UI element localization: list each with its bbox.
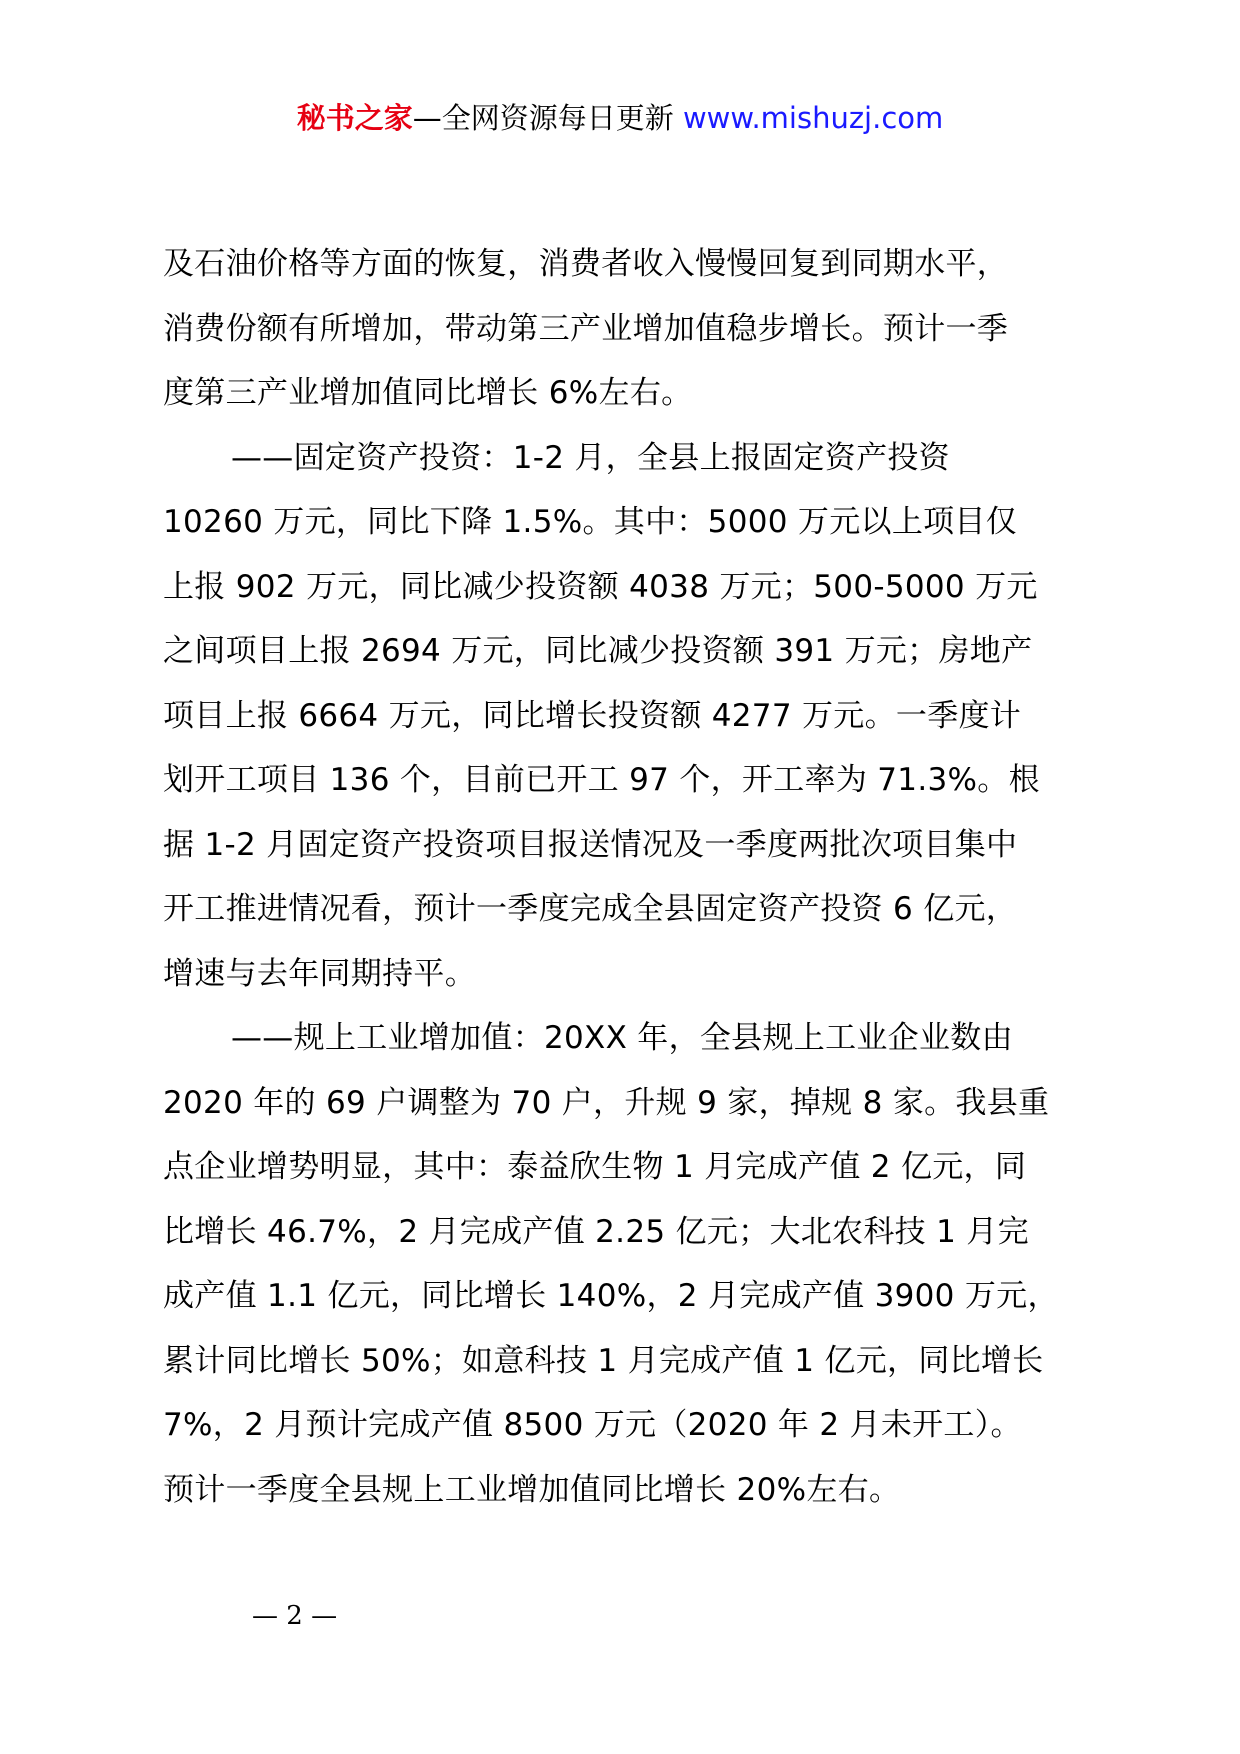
body-line: 划开工项目 136 个，目前已开工 97 个，开工率为 71.3%。根 [163, 762, 1040, 798]
body-line: 7%，2 月预计完成产值 8500 万元（2020 年 2 月未开工）。 [163, 1407, 1022, 1443]
body-line: 2020 年的 69 户调整为 70 户，升规 9 家，掉规 8 家。我县重 [163, 1084, 1050, 1121]
paragraph-heading-industrial-value-added: ——规上工业增加值：20XX 年，全县规上工业企业数由 [231, 1020, 1013, 1056]
body-line: 10260 万元，同比下降 1.5%。其中：5000 万元以上项目仅 [163, 504, 1018, 540]
body-line: 度第三产业增加值同比增长 6%左右。 [163, 375, 693, 411]
body-line: 上报 902 万元，同比减少投资额 4038 万元；500-5000 万元 [163, 568, 1038, 605]
brand-name: 秘书之家 [296, 101, 413, 135]
document-body [163, 232, 1093, 1522]
body-line: 消费份额有所增加，带动第三产业增加值稳步增长。预计一季 [163, 310, 1009, 347]
page-number: — 2 — [252, 1601, 338, 1631]
website-url[interactable]: www.mishuzj.com [682, 101, 944, 135]
paragraph-heading-fixed-asset-investment: ——固定资产投资：1-2 月，全县上报固定资产投资 [231, 439, 950, 476]
header-tagline: —全网资源每日更新 [412, 101, 683, 135]
body-line: 之间项目上报 2694 万元，同比减少投资额 391 万元；房地产 [163, 633, 1033, 669]
body-line: 点企业增势明显，其中：泰益欣生物 1 月完成产值 2 亿元，同 [163, 1149, 1027, 1185]
body-line: 据 1-2 月固定资产投资项目报送情况及一季度两批次项目集中 [163, 826, 1018, 863]
page-header [0, 98, 1240, 138]
body-line: 预计一季度全县规上工业增加值同比增长 20%左右。 [163, 1471, 901, 1508]
body-line: 开工推进情况看，预计一季度完成全县固定资产投资 6 亿元， [163, 891, 1018, 927]
body-line: 累计同比增长 50%；如意科技 1 月完成产值 1 亿元，同比增长 [163, 1342, 1044, 1379]
body-line: 成产值 1.1 亿元，同比增长 140%，2 月完成产值 3900 万元， [163, 1278, 1059, 1314]
body-line: 比增长 46.7%，2 月完成产值 2.25 亿元；大北农科技 1 月完 [163, 1213, 1029, 1250]
body-line: 及石油价格等方面的恢复，消费者收入慢慢回复到同期水平， [163, 246, 1009, 282]
body-line: 项目上报 6664 万元，同比增长投资额 4277 万元。一季度计 [163, 697, 1022, 734]
body-line: 增速与去年同期持平。 [163, 955, 476, 992]
